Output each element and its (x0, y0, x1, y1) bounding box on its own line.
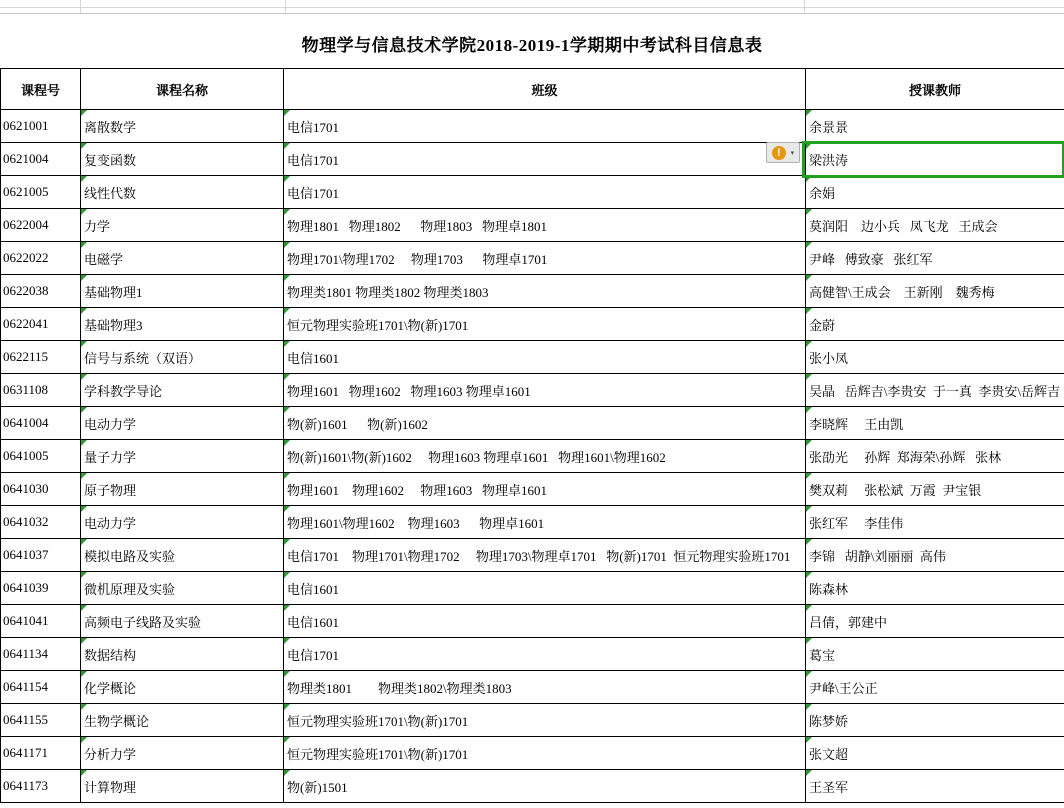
course-id-cell[interactable] (1, 671, 81, 704)
table-row (1, 308, 1064, 341)
classes-cell-text: 物理1601 物理1602 物理1603 物理卓1601 (287, 383, 531, 399)
text-format-flag-triangle-icon (806, 143, 812, 149)
teachers-cell-text: 陈森林 (809, 581, 849, 597)
course-name-cell[interactable] (81, 704, 284, 737)
text-format-flag-triangle-icon (806, 572, 812, 578)
course-name-cell-text: 信号与系统（双语） (84, 350, 202, 366)
table-row (1, 143, 1064, 176)
text-format-flag-triangle-icon (806, 242, 812, 248)
teachers-cell[interactable] (806, 638, 1064, 671)
text-format-flag-triangle-icon (806, 605, 812, 611)
course-id-cell[interactable] (1, 308, 81, 341)
course-name-cell[interactable] (81, 341, 284, 374)
course-name-cell-text: 化学概论 (84, 680, 137, 696)
course-name-cell[interactable] (81, 407, 284, 440)
table-row (1, 539, 1064, 572)
text-format-flag-triangle-icon (284, 770, 290, 776)
course-id-cell[interactable] (1, 440, 81, 473)
text-format-flag-triangle-icon (806, 275, 812, 281)
text-format-flag-triangle-icon (284, 176, 290, 182)
course-id-cell-text: 0641154 (3, 679, 49, 694)
course-id-cell[interactable] (1, 605, 81, 638)
table-row (1, 209, 1064, 242)
text-format-flag-triangle-icon (284, 275, 290, 281)
text-format-flag-triangle-icon (806, 341, 812, 347)
table-row (1, 572, 1064, 605)
teachers-cell[interactable] (806, 374, 1064, 407)
classes-cell-text: 电信1601 (287, 581, 340, 597)
classes-cell-text: 物理1601 物理1602 物理1603 物理卓1601 (287, 482, 548, 498)
classes-cell-text: 电信1701 (287, 185, 340, 201)
teachers-cell[interactable] (806, 671, 1064, 704)
classes-cell[interactable] (284, 308, 806, 341)
text-format-flag-triangle-icon (806, 209, 812, 215)
text-format-flag-triangle-icon (284, 407, 290, 413)
table-row (1, 506, 1064, 539)
text-format-flag-triangle-icon (806, 308, 812, 314)
course-id-cell-text: 0622038 (3, 283, 49, 298)
sheet-title: 物理学与信息技术学院2018-2019-1学期期中考试科目信息表 (301, 36, 763, 55)
text-format-flag-triangle-icon (284, 242, 290, 248)
table-row (1, 275, 1064, 308)
text-format-flag-triangle-icon (81, 473, 87, 479)
teachers-cell[interactable] (806, 605, 1064, 638)
classes-cell-text: 恒元物理实验班1701\物(新)1701 (287, 746, 469, 762)
classes-cell[interactable] (284, 341, 806, 374)
table-row (1, 374, 1064, 407)
classes-cell-text: 电信1701 (287, 647, 340, 663)
teachers-cell[interactable] (806, 572, 1064, 605)
header-row (1, 69, 1064, 110)
table-row (1, 341, 1064, 374)
text-format-flag-triangle-icon (806, 374, 812, 380)
course-id-cell[interactable] (1, 407, 81, 440)
teachers-cell-text: 张文超 (809, 746, 849, 762)
classes-cell-text: 电信1701 物理1701\物理1702 物理1703\物理卓1701 物(新)1701 恒元物理实验班1701 (287, 548, 791, 564)
table-row (1, 671, 1064, 704)
course-name-cell-text: 生物学概论 (84, 713, 150, 729)
text-format-flag-triangle-icon (81, 110, 87, 116)
course-name-cell-text: 原子物理 (84, 482, 137, 498)
course-name-cell-text: 高频电子线路及实验 (84, 614, 202, 630)
course-name-cell[interactable] (81, 539, 284, 572)
course-id-cell[interactable] (1, 473, 81, 506)
course-name-cell-text: 基础物理3 (84, 317, 143, 333)
table-row (1, 704, 1064, 737)
teachers-cell-text: 莫润阳 边小兵 凤飞龙 王成会 (809, 218, 998, 234)
course-id-cell-text: 0641134 (3, 646, 49, 661)
error-checking-button[interactable] (766, 142, 800, 163)
classes-cell-text: 物理1701\物理1702 物理1703 物理卓1701 (287, 251, 548, 267)
teachers-cell[interactable] (806, 341, 1064, 374)
table-row (1, 638, 1064, 671)
course-name-cell-text: 数据结构 (84, 647, 137, 663)
classes-cell-text: 物(新)1601 物(新)1602 (287, 416, 428, 432)
classes-cell[interactable] (284, 242, 806, 275)
classes-cell[interactable] (284, 143, 806, 176)
course-name-cell[interactable] (81, 473, 284, 506)
course-id-cell-text: 0641037 (3, 547, 49, 562)
course-id-cell-text: 0622041 (3, 316, 49, 331)
text-format-flag-triangle-icon (806, 110, 812, 116)
classes-cell[interactable] (284, 374, 806, 407)
course-name-cell[interactable] (81, 242, 284, 275)
course-id-cell[interactable] (1, 704, 81, 737)
table-row (1, 440, 1064, 473)
classes-cell[interactable] (284, 539, 806, 572)
header-course-name[interactable]: 课程名称 (81, 69, 284, 110)
table-row (1, 176, 1064, 209)
teachers-cell[interactable] (806, 110, 1064, 143)
teachers-cell-text: 余景景 (809, 119, 849, 135)
course-name-cell-text: 微机原理及实验 (84, 581, 176, 597)
teachers-cell[interactable] (806, 275, 1064, 308)
classes-cell-text: 物(新)1601\物(新)1602 物理1603 物理卓1601 物理1601\物理1602 (287, 449, 666, 465)
classes-cell[interactable] (284, 671, 806, 704)
teachers-cell-text: 张小凤 (809, 350, 849, 366)
classes-cell[interactable] (284, 770, 806, 803)
course-name-cell[interactable] (81, 770, 284, 803)
text-format-flag-triangle-icon (806, 704, 812, 710)
course-name-cell-text: 电磁学 (84, 251, 124, 267)
text-format-flag-triangle-icon (284, 308, 290, 314)
spreadsheet-gridline (285, 0, 286, 13)
course-id-cell[interactable] (1, 176, 81, 209)
spreadsheet-gridline (0, 13, 1064, 14)
course-id-cell-text: 0641041 (3, 613, 49, 628)
spreadsheet-gridline (0, 7, 1064, 8)
text-format-flag-triangle-icon (284, 143, 290, 149)
text-format-flag-triangle-icon (81, 638, 87, 644)
course-id-cell-text: 0621005 (3, 184, 49, 199)
course-id-cell[interactable] (1, 539, 81, 572)
text-format-flag-triangle-icon (806, 770, 812, 776)
text-format-flag-triangle-icon (81, 539, 87, 545)
course-id-cell-text: 0641032 (3, 514, 49, 529)
teachers-cell-text: 张劭光 孙辉 郑海荣\孙辉 张林 (809, 449, 1002, 465)
spreadsheet-gridline (80, 0, 81, 13)
course-id-cell-text: 0622022 (3, 250, 49, 265)
classes-cell[interactable] (284, 572, 806, 605)
text-format-flag-triangle-icon (284, 440, 290, 446)
text-format-flag-triangle-icon (806, 737, 812, 743)
course-id-cell[interactable] (1, 110, 81, 143)
course-name-cell-text: 复变函数 (84, 152, 137, 168)
text-format-flag-triangle-icon (81, 374, 87, 380)
course-id-cell-text: 0631108 (3, 382, 49, 397)
classes-cell[interactable] (284, 209, 806, 242)
table-row (1, 770, 1064, 803)
teachers-cell[interactable] (806, 143, 1064, 176)
course-id-cell[interactable] (1, 341, 81, 374)
teachers-cell[interactable] (806, 704, 1064, 737)
course-name-cell[interactable] (81, 374, 284, 407)
teachers-cell[interactable] (806, 440, 1064, 473)
classes-cell[interactable] (284, 440, 806, 473)
text-format-flag-triangle-icon (81, 209, 87, 215)
text-format-flag-triangle-icon (284, 704, 290, 710)
course-id-cell[interactable] (1, 143, 81, 176)
text-format-flag-triangle-icon (806, 440, 812, 446)
course-id-cell[interactable] (1, 275, 81, 308)
classes-cell-text: 恒元物理实验班1701\物(新)1701 (287, 713, 469, 729)
text-format-flag-triangle-icon (81, 275, 87, 281)
classes-cell[interactable] (284, 605, 806, 638)
classes-cell-text: 电信1701 (287, 152, 340, 168)
header-course-id[interactable]: 课程号 (1, 69, 81, 110)
teachers-cell-text: 高健智\王成会 王新刚 魏秀梅 (809, 284, 995, 300)
text-format-flag-triangle-icon (806, 473, 812, 479)
text-format-flag-triangle-icon (81, 770, 87, 776)
course-id-cell-text: 0622004 (3, 217, 49, 232)
course-id-cell-text: 0621004 (3, 151, 49, 166)
classes-cell[interactable] (284, 638, 806, 671)
text-format-flag-triangle-icon (284, 209, 290, 215)
classes-cell[interactable] (284, 737, 806, 770)
text-format-flag-triangle-icon (81, 506, 87, 512)
course-id-cell-text: 0621001 (3, 118, 49, 133)
text-format-flag-triangle-icon (806, 638, 812, 644)
classes-cell-text: 电信1601 (287, 614, 340, 630)
text-format-flag-triangle-icon (284, 341, 290, 347)
classes-cell[interactable] (284, 275, 806, 308)
course-name-cell[interactable] (81, 275, 284, 308)
text-format-flag-triangle-icon (81, 143, 87, 149)
course-name-cell-text: 基础物理1 (84, 284, 143, 300)
text-format-flag-triangle-icon (806, 539, 812, 545)
course-name-cell-text: 电动力学 (84, 416, 137, 432)
teachers-cell-text: 李晓辉 王由凯 (809, 416, 904, 432)
classes-cell-text: 物理类1801 物理类1802\物理类1803 (287, 680, 512, 696)
text-format-flag-triangle-icon (81, 704, 87, 710)
classes-cell-text: 物理类1801 物理类1802 物理类1803 (287, 284, 489, 300)
text-format-flag-triangle-icon (806, 407, 812, 413)
text-format-flag-triangle-icon (81, 605, 87, 611)
course-name-cell-text: 电动力学 (84, 515, 137, 531)
teachers-cell-text: 王圣军 (809, 779, 849, 795)
text-format-flag-triangle-icon (284, 605, 290, 611)
teachers-cell-text: 吕倩，郭建中 (809, 614, 888, 630)
classes-cell-text: 物理1801 物理1802 物理1803 物理卓1801 (287, 218, 548, 234)
teachers-cell[interactable] (806, 242, 1064, 275)
text-format-flag-triangle-icon (81, 341, 87, 347)
text-format-flag-triangle-icon (284, 506, 290, 512)
table-body (1, 110, 1064, 803)
text-format-flag-triangle-icon (81, 671, 87, 677)
classes-cell[interactable] (284, 110, 806, 143)
teachers-cell-text: 吴晶 岳辉吉\李贵安 于一真 李贵安\岳辉吉 (809, 383, 1060, 399)
text-format-flag-triangle-icon (806, 176, 812, 182)
course-name-cell[interactable] (81, 110, 284, 143)
course-name-cell-text: 力学 (84, 218, 111, 234)
classes-cell[interactable] (284, 704, 806, 737)
classes-cell[interactable] (284, 473, 806, 506)
course-id-cell-text: 0641030 (3, 481, 49, 496)
table-row (1, 737, 1064, 770)
course-name-cell[interactable] (81, 605, 284, 638)
text-format-flag-triangle-icon (81, 737, 87, 743)
course-name-cell-text: 模拟电路及实验 (84, 548, 176, 564)
course-id-cell[interactable] (1, 770, 81, 803)
course-name-cell-text: 线性代数 (84, 185, 137, 201)
teachers-cell[interactable] (806, 308, 1064, 341)
table-row (1, 242, 1064, 275)
text-format-flag-triangle-icon (806, 671, 812, 677)
text-format-flag-triangle-icon (81, 440, 87, 446)
text-format-flag-triangle-icon (284, 671, 290, 677)
course-name-cell[interactable] (81, 308, 284, 341)
teachers-cell[interactable] (806, 737, 1064, 770)
teachers-cell-text: 李锦 胡静\刘丽丽 高伟 (809, 548, 946, 564)
table-row (1, 605, 1064, 638)
classes-cell-text: 电信1601 (287, 350, 340, 366)
course-name-cell-text: 学科教学导论 (84, 383, 163, 399)
course-name-cell-text: 量子力学 (84, 449, 137, 465)
text-format-flag-triangle-icon (284, 539, 290, 545)
text-format-flag-triangle-icon (284, 572, 290, 578)
course-id-cell[interactable] (1, 374, 81, 407)
teachers-cell-text: 葛宝 (809, 647, 836, 663)
course-id-cell-text: 0641173 (3, 778, 49, 793)
course-id-cell[interactable] (1, 572, 81, 605)
teachers-cell-text: 尹峰\王公正 (809, 680, 878, 696)
header-teachers[interactable]: 授课教师 (806, 69, 1064, 110)
header-classes[interactable]: 班级 (284, 69, 806, 110)
course-name-cell[interactable] (81, 572, 284, 605)
course-id-cell-text: 0641039 (3, 580, 49, 595)
teachers-cell[interactable] (806, 407, 1064, 440)
course-id-cell-text: 0641005 (3, 448, 49, 463)
classes-cell-text: 恒元物理实验班1701\物(新)1701 (287, 317, 469, 333)
course-id-cell[interactable] (1, 506, 81, 539)
teachers-cell[interactable] (806, 209, 1064, 242)
warning-icon: ! (772, 146, 786, 160)
course-id-cell-text: 0641171 (3, 745, 49, 760)
teachers-cell-text: 余娟 (809, 185, 836, 201)
course-name-cell-text: 离散数学 (84, 119, 137, 135)
course-name-cell-text: 分析力学 (84, 746, 137, 762)
course-id-cell[interactable] (1, 737, 81, 770)
text-format-flag-triangle-icon (81, 407, 87, 413)
course-id-cell[interactable] (1, 638, 81, 671)
classes-cell-text: 电信1701 (287, 119, 340, 135)
teachers-cell-text: 尹峰 傅致豪 张红军 (809, 251, 933, 267)
course-name-cell[interactable] (81, 737, 284, 770)
text-format-flag-triangle-icon (284, 110, 290, 116)
classes-cell[interactable] (284, 407, 806, 440)
exam-info-table (0, 68, 1064, 803)
course-name-cell[interactable] (81, 440, 284, 473)
course-name-cell[interactable] (81, 143, 284, 176)
teachers-cell-text: 张红军 李佳伟 (809, 515, 904, 531)
text-format-flag-triangle-icon (284, 638, 290, 644)
text-format-flag-triangle-icon (806, 506, 812, 512)
teachers-cell-text: 陈梦娇 (809, 713, 849, 729)
teachers-cell[interactable] (806, 506, 1064, 539)
teachers-cell[interactable] (806, 770, 1064, 803)
text-format-flag-triangle-icon (81, 176, 87, 182)
text-format-flag-triangle-icon (284, 737, 290, 743)
course-name-cell-text: 计算物理 (84, 779, 137, 795)
classes-cell[interactable] (284, 506, 806, 539)
teachers-cell-text: 樊双莉 张松斌 万霞 尹宝银 (809, 482, 982, 498)
dropdown-caret-icon[interactable]: ▾ (790, 149, 795, 157)
classes-cell[interactable] (284, 176, 806, 209)
course-id-cell[interactable] (1, 209, 81, 242)
course-name-cell[interactable] (81, 506, 284, 539)
teachers-cell[interactable] (806, 539, 1064, 572)
table-row (1, 407, 1064, 440)
text-format-flag-triangle-icon (284, 374, 290, 380)
teachers-cell-text: 梁洪涛 (809, 152, 849, 168)
teachers-cell[interactable] (806, 176, 1064, 209)
text-format-flag-triangle-icon (81, 242, 87, 248)
course-name-cell[interactable] (81, 209, 284, 242)
classes-cell-text: 物理1601\物理1602 物理1603 物理卓1601 (287, 515, 545, 531)
course-id-cell[interactable] (1, 242, 81, 275)
text-format-flag-triangle-icon (284, 473, 290, 479)
table-row (1, 473, 1064, 506)
course-id-cell-text: 0641004 (3, 415, 49, 430)
text-format-flag-triangle-icon (81, 308, 87, 314)
teachers-cell-text: 金蔚 (809, 317, 836, 333)
course-id-cell-text: 0641155 (3, 712, 49, 727)
course-name-cell[interactable] (81, 671, 284, 704)
spreadsheet-gridline (804, 0, 805, 13)
course-name-cell[interactable] (81, 176, 284, 209)
course-name-cell[interactable] (81, 638, 284, 671)
classes-cell-text: 物(新)1501 (287, 779, 348, 795)
text-format-flag-triangle-icon (81, 572, 87, 578)
course-id-cell-text: 0622115 (3, 349, 49, 364)
teachers-cell[interactable] (806, 473, 1064, 506)
table-row (1, 110, 1064, 143)
